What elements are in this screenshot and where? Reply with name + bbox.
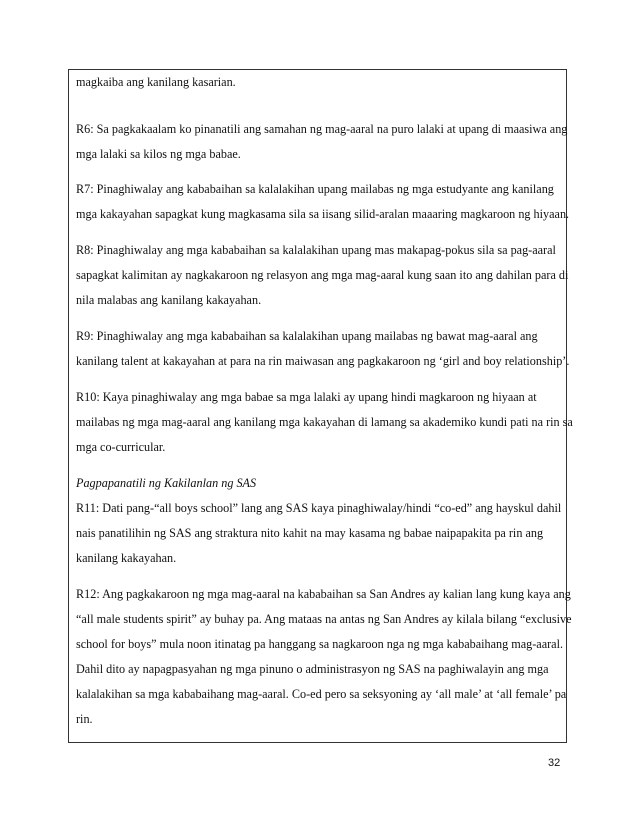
paragraph-line: mailabas ng mga mag-aaral ang kanilang mga kakayahan di lamang sa akademiko kundi pati na rin sa bbox=[76, 415, 573, 429]
paragraph-line: Dahil dito ay napagpasyahan ng mga pinuno o administrasyon ng SAS na paghiwalayin ang mga bbox=[76, 662, 549, 676]
paragraph-line: school for boys” mula noon itinatag pa hanggang sa nagkaroon nga ng mga kababaihang mag-aaral. bbox=[76, 637, 564, 651]
paragraph-line: R8: Pinaghiwalay ang mga kababaihan sa kalalakihan upang mas makapag-pokus sila sa pag-aaral bbox=[76, 243, 556, 257]
page-number: 32 bbox=[548, 757, 561, 769]
paragraph-line: kanilang talent at kakayahan at para na rin maiwasan ang pagkakaroon ng ‘girl and boy relationship’. bbox=[76, 354, 570, 368]
paragraph-line: R12: Ang pagkakaroon ng mga mag-aaral na kababaihan sa San Andres ay kalian lang kung kaya ang bbox=[76, 587, 571, 601]
paragraph-line: R11: Dati pang-“all boys school” lang ang SAS kaya pinaghiwalay/hindi “co-ed” ang hayskul dahil bbox=[76, 501, 562, 515]
paragraph-line: magkaiba ang kanilang kasarian. bbox=[76, 75, 236, 89]
paragraph-line: nais panatilihin ng SAS ang straktura nito kahit na may kasama ng babae naipapakita pa rin ang bbox=[76, 526, 544, 540]
paragraph-line: mga co-curricular. bbox=[76, 440, 166, 454]
paragraph-line: kanilang kakayahan. bbox=[76, 551, 177, 565]
paragraph-line: R9: Pinaghiwalay ang mga kababaihan sa kalalakihan upang mailabas ng bawat mag-aaral ang bbox=[76, 329, 538, 343]
paragraph-line: kalalakihan sa mga kababaihang mag-aaral. Co-ed pero sa seksyoning ay ‘all male’ at ‘all female’ pa bbox=[76, 687, 567, 701]
paragraph-line: mga lalaki sa kilos ng mga babae. bbox=[76, 147, 241, 161]
paragraph-line: R10: Kaya pinaghiwalay ang mga babae sa mga lalaki ay upang hindi magkaroon ng hiyaan at bbox=[76, 390, 537, 404]
paragraph-line: mga kakayahan sapagkat kung magkasama sila sa iisang silid-aralan maaaring magkaroon ng hiyaan. bbox=[76, 207, 570, 221]
paragraph-line: “all male students spirit” ay buhay pa. Ang mataas na antas ng San Andres ay kilala bilang “exclusive bbox=[76, 612, 572, 626]
paragraph-line: R7: Pinaghiwalay ang kababaihan sa kalalakihan upang mailabas ng mga estudyante ang kanilang bbox=[76, 182, 554, 196]
paragraph-line: sapagkat kalimitan ay nagkakaroon ng relasyon ang mga mag-aaral kung saan ito ang dahilan para di bbox=[76, 268, 569, 282]
paragraph-line: R6: Sa pagkakaalam ko pinanatili ang samahan ng mag-aaral na puro lalaki at upang di maasiwa ang bbox=[76, 122, 568, 136]
paragraph-line: rin. bbox=[76, 712, 93, 726]
section-heading: Pagpapanatili ng Kakilanlan ng SAS bbox=[76, 476, 257, 490]
paragraph-line: nila malabas ang kanilang kakayahan. bbox=[76, 293, 262, 307]
